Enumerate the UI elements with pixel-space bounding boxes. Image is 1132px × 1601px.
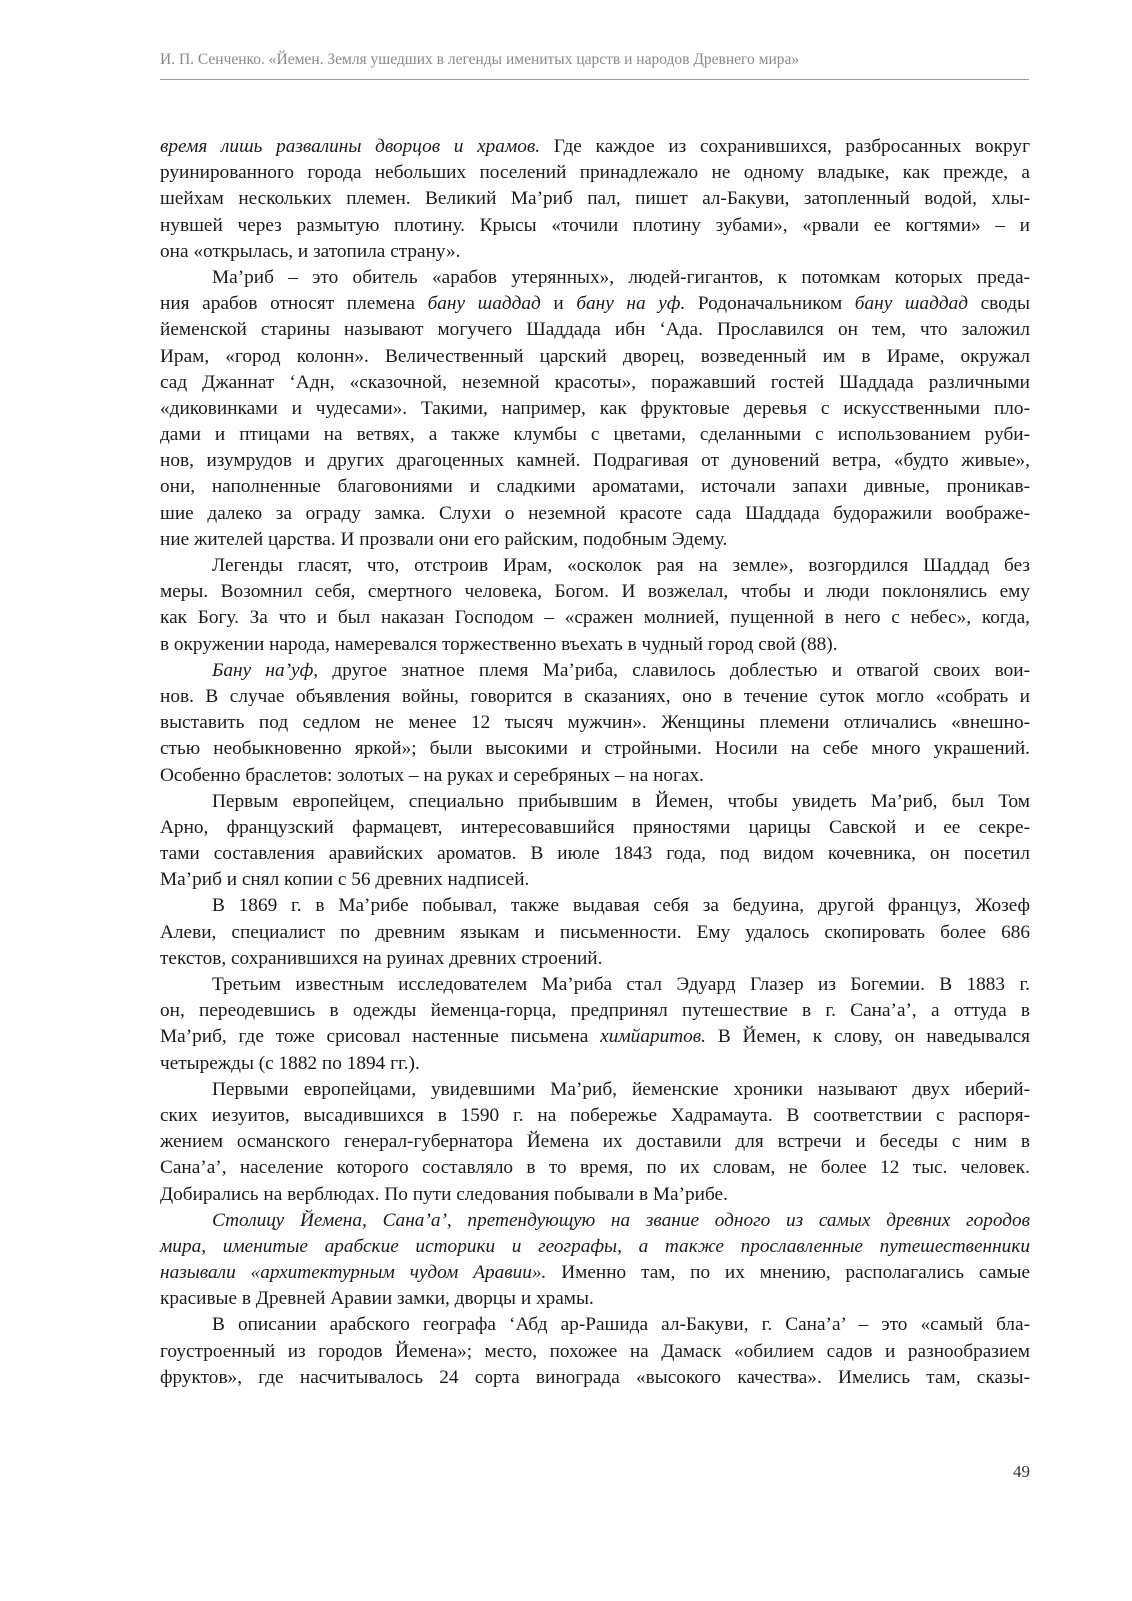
text-run: нувшей через размытую плотину. Крысы «точили плотину зубами», «рвали ее когтями» – и <box>160 214 1030 236</box>
italic-text: химйаритов. <box>600 1026 706 1048</box>
text-line <box>160 1103 1030 1129</box>
text-run: жением османского генерал-губернатора Йемена их доставили для встречи и беседы с ним в <box>160 1131 1030 1153</box>
text-line <box>160 317 1030 343</box>
text-run: шейхам нескольких племен. Великий Ма’риб пал, пишет ал-Бакуви, затопленный водой, хлы- <box>160 188 1030 210</box>
text-line <box>160 1312 1030 1338</box>
page-number: 49 <box>1013 1462 1030 1481</box>
text-line <box>160 160 1030 186</box>
text-run: и <box>540 293 577 315</box>
text-line <box>160 134 1030 160</box>
text-run: четырежды (с 1882 по 1894 гг.). <box>160 1052 420 1074</box>
text-line <box>160 396 1030 422</box>
text-line <box>160 632 1030 658</box>
text-line <box>160 658 1030 684</box>
text-line <box>160 344 1030 370</box>
text-run: сад Джаннат ‘Адн, «сказочной, неземной красоты», поражавший гостей Шаддада различными <box>160 371 1030 393</box>
text-run: ских иезуитов, высадившихся в 1590 г. на побережье Хадрамаута. В соответствии с распоря- <box>160 1104 1030 1126</box>
text-run: текстов, сохранившихся на руинах древних строений. <box>160 947 603 969</box>
text-run: выставить под седлом не менее 12 тысяч мужчин». Женщины племени отличались «внешно- <box>160 712 1030 734</box>
text-line <box>160 501 1030 527</box>
text-run: Первым европейцем, специально прибывшим в Йемен, чтобы увидеть Ма’риб, был Том <box>212 790 1030 812</box>
text-run: ния арабов относят племена <box>160 293 428 315</box>
text-line <box>160 448 1030 474</box>
text-run: Ирам, «город колонн». Величественный царский дворец, возведенный им в Ираме, окружал <box>160 345 1030 367</box>
running-header: И. П. Сенченко. «Йемен. Земля ушедших в легенды именитых царств и народов Древнего мира» <box>160 51 800 68</box>
text-run: тами составления аравийских ароматов. В июле 1843 года, под видом кочевника, он посетил <box>160 843 1030 865</box>
text-line <box>160 213 1030 239</box>
italic-text: мира, именитые арабские историки и географы, а также прославленные путешественники <box>160 1235 1030 1257</box>
text-line <box>160 972 1030 998</box>
text-line <box>160 1129 1030 1155</box>
text-line <box>160 422 1030 448</box>
text-run: другое знатное племя Ма’риба, славилось доблестью и отвагой своих вои- <box>318 659 1030 681</box>
text-line <box>160 239 1030 265</box>
text-line <box>160 1155 1030 1181</box>
body-text <box>160 134 1030 1391</box>
italic-text: Столицу Йемена, Сана’а’, претендующую на звание одного из самых древних городов <box>212 1209 1030 1231</box>
text-run: нов. В случае объявления войны, говорится в сказаниях, оно в течение суток могло «собрать и <box>160 685 1030 707</box>
text-line <box>160 789 1030 815</box>
text-line <box>160 291 1030 317</box>
text-line <box>160 579 1030 605</box>
text-run: Первыми европейцами, увидевшими Ма’риб, йеменские хроники называют двух иберий- <box>212 1078 1030 1100</box>
text-line <box>160 736 1030 762</box>
text-run: Где каждое из сохранившихся, разбросанных вокруг <box>540 136 1030 157</box>
text-line <box>160 605 1030 631</box>
text-line <box>160 1260 1030 1286</box>
text-run: Сана’а’, население которого составляло в то время, по их словам, не более 12 тыс. человек. <box>160 1157 1030 1179</box>
text-run: гоустроенный из городов Йемена»; место, похожее на Дамаск «обилием садов и разнообразием <box>160 1340 1030 1362</box>
text-line <box>160 867 1030 893</box>
text-line <box>160 710 1030 736</box>
text-line <box>160 474 1030 500</box>
italic-text: Бану на’уф, <box>212 659 319 681</box>
text-run: йеменской старины называют могучего Шаддада ибн ‘Ада. Прославился он тем, что заложил <box>160 319 1030 341</box>
text-run: он, переодевшись в одежды йеменца-горца, предпринял путешествие в г. Сана’а’, а оттуда в <box>160 1000 1030 1022</box>
italic-text: называли «архитектурным чудом Аравии». <box>160 1262 547 1284</box>
text-line <box>160 1024 1030 1050</box>
text-line <box>160 1339 1030 1365</box>
text-line <box>160 1051 1030 1077</box>
text-run: Добирались на верблюдах. По пути следования побывали в Ма’рибе. <box>160 1183 728 1205</box>
italic-text: бану шаддад <box>427 293 541 315</box>
text-run: фруктов», где насчитывалось 24 сорта винограда «высокого качества». Имелись там, сказы- <box>160 1366 1030 1388</box>
text-line <box>160 1234 1030 1260</box>
text-run: они, наполненные благовониями и сладкими ароматами, источали запахи дивные, проникав- <box>160 476 1030 498</box>
text-run: меры. Возомнил себя, смертного человека, Богом. И возжелал, чтобы и люди поклонялись ему <box>160 581 1030 603</box>
italic-text: время лишь развалины дворцов и храмов. <box>160 136 541 157</box>
text-line <box>160 186 1030 212</box>
text-line <box>160 893 1030 919</box>
text-run: Ма’риб и снял копии с 56 древних надписей. <box>160 869 530 891</box>
text-run: В 1869 г. в Ма’рибе побывал, также выдавая себя за бедуина, другой француз, Жозеф <box>212 895 1030 917</box>
text-run: она «открылась, и затопила страну». <box>160 240 461 262</box>
text-run: Родоначальником <box>685 293 855 315</box>
italic-text: бану шаддад <box>854 293 968 315</box>
text-line <box>160 998 1030 1024</box>
text-run: красивые в Древней Аравии замки, дворцы и храмы. <box>160 1288 594 1310</box>
text-run: ние жителей царства. И прозвали они его райским, подобным Эдему. <box>160 528 728 550</box>
text-line <box>160 265 1030 291</box>
text-line <box>160 553 1030 579</box>
text-run: руинированного города небольших поселений принадлежало не одному владыке, как прежде, а <box>160 162 1030 184</box>
text-line <box>160 1208 1030 1234</box>
header-divider <box>160 79 1029 80</box>
text-run: Особенно браслетов: золотых – на руках и серебряных – на ногах. <box>160 764 704 786</box>
text-run: дами и птицами на ветвях, а также клумбы с цветами, сделанными с использованием руби- <box>160 424 1030 446</box>
text-line <box>160 1077 1030 1103</box>
text-line <box>160 815 1030 841</box>
text-run: В описании арабского географа ‘Абд ар-Рашида ал-Бакуви, г. Сана’а’ – это «самый бла- <box>212 1314 1030 1336</box>
text-line <box>160 841 1030 867</box>
text-line <box>160 763 1030 789</box>
text-run: Ма’риб – это обитель «арабов утерянных», людей-гигантов, к потомкам которых преда- <box>212 266 1030 288</box>
text-run: своды <box>967 293 1030 315</box>
text-line <box>160 370 1030 396</box>
text-run: Третьим известным исследователем Ма’риба стал Эдуард Глазер из Богемии. В 1883 г. <box>212 974 1030 995</box>
text-line <box>160 946 1030 972</box>
text-run: В Йемен, к слову, он наведывался <box>706 1026 1030 1048</box>
text-line <box>160 1182 1030 1208</box>
text-line <box>160 1365 1030 1391</box>
text-run: Арно, французский фармацевт, интересовавшийся пряностями царицы Савской и ее секре- <box>160 816 1030 838</box>
text-run: Легенды гласят, что, отстроив Ирам, «осколок рая на земле», возгордился Шаддад без <box>212 555 1030 576</box>
italic-text: бану на уф. <box>576 293 686 315</box>
text-line <box>160 684 1030 710</box>
text-run: в окружении народа, намеревался торжественно въехать в чудный город свой (88). <box>160 633 838 655</box>
text-line <box>160 527 1030 553</box>
text-run: как Богу. За что и был наказан Господом – «сражен молнией, пущенной в него с небес», когда, <box>160 607 1030 629</box>
text-run: шие далеко за ограду замка. Слухи о неземной красоте сада Шаддада будоражили воображе- <box>160 502 1030 524</box>
text-run: «диковинками и чудесами». Такими, например, как фруктовые деревья с искусственными пло- <box>160 397 1030 419</box>
text-run: стью необыкновенно яркой»; были высокими и стройными. Носили на себе много украшений. <box>160 738 1030 760</box>
text-line <box>160 920 1030 946</box>
text-run: Именно там, по их мнению, располагались самые <box>546 1262 1031 1284</box>
text-run: Алеви, специалист по древним языкам и письменности. Ему удалось скопировать более 686 <box>160 921 1030 943</box>
text-run: Ма’риб, где тоже срисовал настенные письмена <box>160 1026 601 1048</box>
text-run: нов, изумрудов и других драгоценных камней. Подрагивая от дуновений ветра, «будто живые», <box>160 450 1030 472</box>
text-line <box>160 1286 1030 1312</box>
